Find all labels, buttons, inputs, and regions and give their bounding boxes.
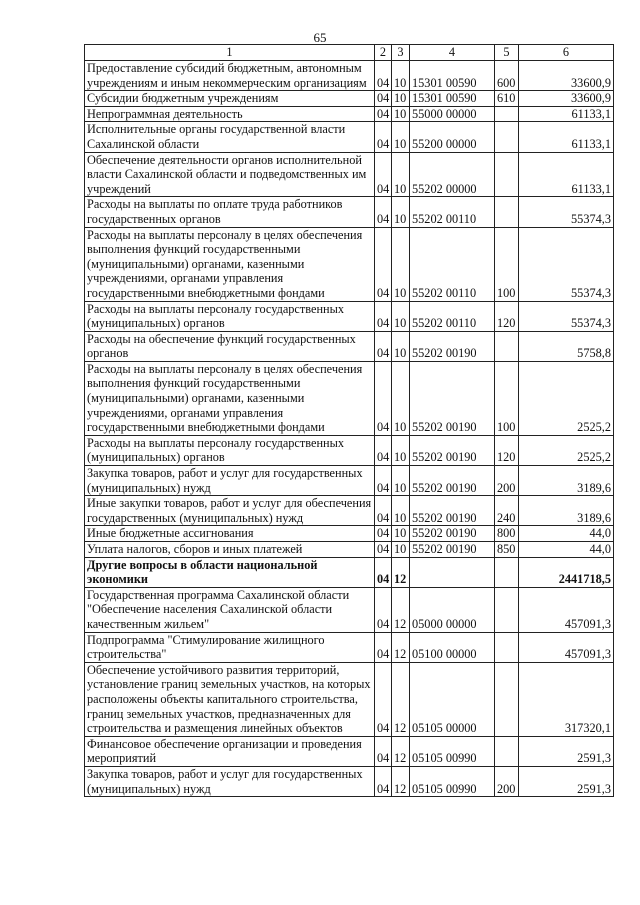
row-expense-type-cell: 100 [495,361,519,435]
row-target-article-cell: 55202 00190 [410,435,495,465]
row-name-cell: Исполнительные органы государственной власти Сахалинской области [85,122,375,152]
row-section-cell: 04 [375,91,392,107]
table-row [85,61,614,91]
row-name-cell: Расходы на обеспечение функций государственных органов [85,331,375,361]
table-row [85,587,614,632]
row-amount-cell: 33600,9 [519,61,614,91]
row-amount-cell: 457091,3 [519,587,614,632]
row-amount-cell: 44,0 [519,526,614,542]
row-subsection-cell: 12 [392,736,410,766]
row-subsection-cell: 12 [392,662,410,736]
header-cell-target-article: 4 [410,45,495,61]
row-target-article-cell: 05105 00990 [410,766,495,796]
row-section-cell: 04 [375,61,392,91]
table-body [85,61,614,797]
row-amount-cell: 61133,1 [519,106,614,122]
row-expense-type-cell [495,557,519,587]
row-target-article-cell: 05105 00000 [410,662,495,736]
row-subsection-cell: 10 [392,331,410,361]
row-subsection-cell: 10 [392,435,410,465]
row-section-cell: 04 [375,152,392,197]
row-section-cell: 04 [375,632,392,662]
row-subsection-cell: 10 [392,61,410,91]
table-row [85,227,614,301]
row-amount-cell: 3189,6 [519,496,614,526]
row-target-article-cell: 55202 00000 [410,152,495,197]
row-expense-type-cell: 800 [495,526,519,542]
row-subsection-cell: 10 [392,542,410,558]
row-name-cell: Закупка товаров, работ и услуг для государственных (муниципальных) нужд [85,466,375,496]
table-row [85,152,614,197]
row-section-cell: 04 [375,466,392,496]
header-cell-name: 1 [85,45,375,61]
table-row [85,526,614,542]
row-section-cell: 04 [375,557,392,587]
row-section-cell: 04 [375,361,392,435]
row-expense-type-cell: 120 [495,301,519,331]
row-amount-cell: 55374,3 [519,197,614,227]
header-cell-amount: 6 [519,45,614,61]
row-expense-type-cell: 200 [495,466,519,496]
row-subsection-cell: 10 [392,91,410,107]
table-row [85,557,614,587]
header-cell-subsection: 3 [392,45,410,61]
row-section-cell: 04 [375,542,392,558]
row-amount-cell: 61133,1 [519,152,614,197]
row-expense-type-cell [495,152,519,197]
row-amount-cell: 2591,3 [519,736,614,766]
row-section-cell: 04 [375,331,392,361]
row-target-article-cell [410,557,495,587]
table-row [85,632,614,662]
row-expense-type-cell [495,662,519,736]
row-subsection-cell: 12 [392,766,410,796]
table-row [85,736,614,766]
row-amount-cell: 5758,8 [519,331,614,361]
table-row [85,361,614,435]
table-row [85,466,614,496]
row-expense-type-cell: 200 [495,766,519,796]
row-expense-type-cell [495,197,519,227]
row-expense-type-cell [495,632,519,662]
table-row [85,496,614,526]
row-subsection-cell: 10 [392,496,410,526]
row-name-cell: Другие вопросы в области национальной экономики [85,557,375,587]
row-name-cell: Расходы на выплаты персоналу в целях обеспечения выполнения функций государственными (муниципальными) органами, казенными учреждениями, органами управления государственными внебюджетными фондами [85,227,375,301]
table-row [85,301,614,331]
row-name-cell: Субсидии бюджетным учреждениям [85,91,375,107]
row-target-article-cell: 55202 00110 [410,227,495,301]
row-name-cell: Обеспечение устойчивого развития территорий, установление границ земельных участков, на которых расположены объекты капитального строительства, границ земельных участков, предназначенных для строительства и размещения линейных объектов [85,662,375,736]
row-name-cell: Закупка товаров, работ и услуг для государственных (муниципальных) нужд [85,766,375,796]
row-name-cell: Иные закупки товаров, работ и услуг для обеспечения государственных (муниципальных) нужд [85,496,375,526]
table-row [85,91,614,107]
row-target-article-cell: 05105 00990 [410,736,495,766]
row-amount-cell: 2525,2 [519,361,614,435]
row-name-cell: Расходы на выплаты по оплате труда работников государственных органов [85,197,375,227]
row-name-cell: Предоставление субсидий бюджетным, автономным учреждениям и иным некоммерческим организациям [85,61,375,91]
row-subsection-cell: 10 [392,197,410,227]
row-amount-cell: 44,0 [519,542,614,558]
row-section-cell: 04 [375,197,392,227]
row-name-cell: Расходы на выплаты персоналу в целях обеспечения выполнения функций государственными (муниципальными) органами, казенными учреждениями, органами управления государственными внебюджетными фондами [85,361,375,435]
row-subsection-cell: 10 [392,526,410,542]
row-subsection-cell: 10 [392,227,410,301]
row-section-cell: 04 [375,526,392,542]
row-name-cell: Иные бюджетные ассигнования [85,526,375,542]
row-target-article-cell: 55202 00190 [410,331,495,361]
row-amount-cell: 2441718,5 [519,557,614,587]
row-subsection-cell: 10 [392,152,410,197]
row-section-cell: 04 [375,106,392,122]
row-name-cell: Подпрограмма "Стимулирование жилищного строительства" [85,632,375,662]
row-expense-type-cell [495,587,519,632]
row-subsection-cell: 10 [392,361,410,435]
row-amount-cell: 33600,9 [519,91,614,107]
row-expense-type-cell: 240 [495,496,519,526]
row-target-article-cell: 55202 00190 [410,542,495,558]
row-expense-type-cell [495,106,519,122]
row-amount-cell: 61133,1 [519,122,614,152]
row-amount-cell: 55374,3 [519,301,614,331]
page-number: 65 [313,30,327,45]
row-expense-type-cell: 600 [495,61,519,91]
row-amount-cell: 2525,2 [519,435,614,465]
header-cell-section: 2 [375,45,392,61]
row-expense-type-cell: 850 [495,542,519,558]
table-row [85,766,614,796]
row-expense-type-cell: 120 [495,435,519,465]
row-target-article-cell: 55202 00190 [410,526,495,542]
row-subsection-cell: 10 [392,301,410,331]
row-section-cell: 04 [375,122,392,152]
row-expense-type-cell: 100 [495,227,519,301]
row-amount-cell: 457091,3 [519,632,614,662]
row-expense-type-cell: 610 [495,91,519,107]
row-target-article-cell: 55202 00190 [410,466,495,496]
row-amount-cell: 317320,1 [519,662,614,736]
table-row [85,435,614,465]
row-name-cell: Государственная программа Сахалинской области "Обеспечение населения Сахалинской области качественным жильем" [85,587,375,632]
row-subsection-cell: 12 [392,557,410,587]
row-target-article-cell: 55202 00190 [410,361,495,435]
table-row [85,662,614,736]
row-target-article-cell: 55200 00000 [410,122,495,152]
row-name-cell: Обеспечение деятельности органов исполнительной власти Сахалинской области и подведомственных им учреждений [85,152,375,197]
row-subsection-cell: 12 [392,632,410,662]
row-target-article-cell: 15301 00590 [410,61,495,91]
table-header-row [85,45,614,61]
row-subsection-cell: 10 [392,106,410,122]
row-amount-cell: 55374,3 [519,227,614,301]
row-section-cell: 04 [375,766,392,796]
table-row [85,331,614,361]
row-expense-type-cell [495,122,519,152]
row-amount-cell: 3189,6 [519,466,614,496]
row-subsection-cell: 12 [392,587,410,632]
row-target-article-cell: 15301 00590 [410,91,495,107]
row-target-article-cell: 55202 00110 [410,197,495,227]
row-amount-cell: 2591,3 [519,766,614,796]
row-target-article-cell: 55000 00000 [410,106,495,122]
row-target-article-cell: 55202 00110 [410,301,495,331]
row-target-article-cell: 05100 00000 [410,632,495,662]
row-name-cell: Уплата налогов, сборов и иных платежей [85,542,375,558]
row-section-cell: 04 [375,435,392,465]
row-section-cell: 04 [375,662,392,736]
row-name-cell: Расходы на выплаты персоналу государственных (муниципальных) органов [85,301,375,331]
row-expense-type-cell [495,331,519,361]
row-name-cell: Расходы на выплаты персоналу государственных (муниципальных) органов [85,435,375,465]
row-expense-type-cell [495,736,519,766]
table-row [85,106,614,122]
row-subsection-cell: 10 [392,466,410,496]
row-section-cell: 04 [375,227,392,301]
table-row [85,542,614,558]
row-name-cell: Непрограммная деятельность [85,106,375,122]
row-section-cell: 04 [375,736,392,766]
row-section-cell: 04 [375,587,392,632]
row-target-article-cell: 55202 00190 [410,496,495,526]
row-section-cell: 04 [375,496,392,526]
row-section-cell: 04 [375,301,392,331]
header-cell-expense-type: 5 [495,45,519,61]
budget-table [84,44,614,797]
row-target-article-cell: 05000 00000 [410,587,495,632]
table-row [85,197,614,227]
table-row [85,122,614,152]
row-subsection-cell: 10 [392,122,410,152]
row-name-cell: Финансовое обеспечение организации и проведения мероприятий [85,736,375,766]
